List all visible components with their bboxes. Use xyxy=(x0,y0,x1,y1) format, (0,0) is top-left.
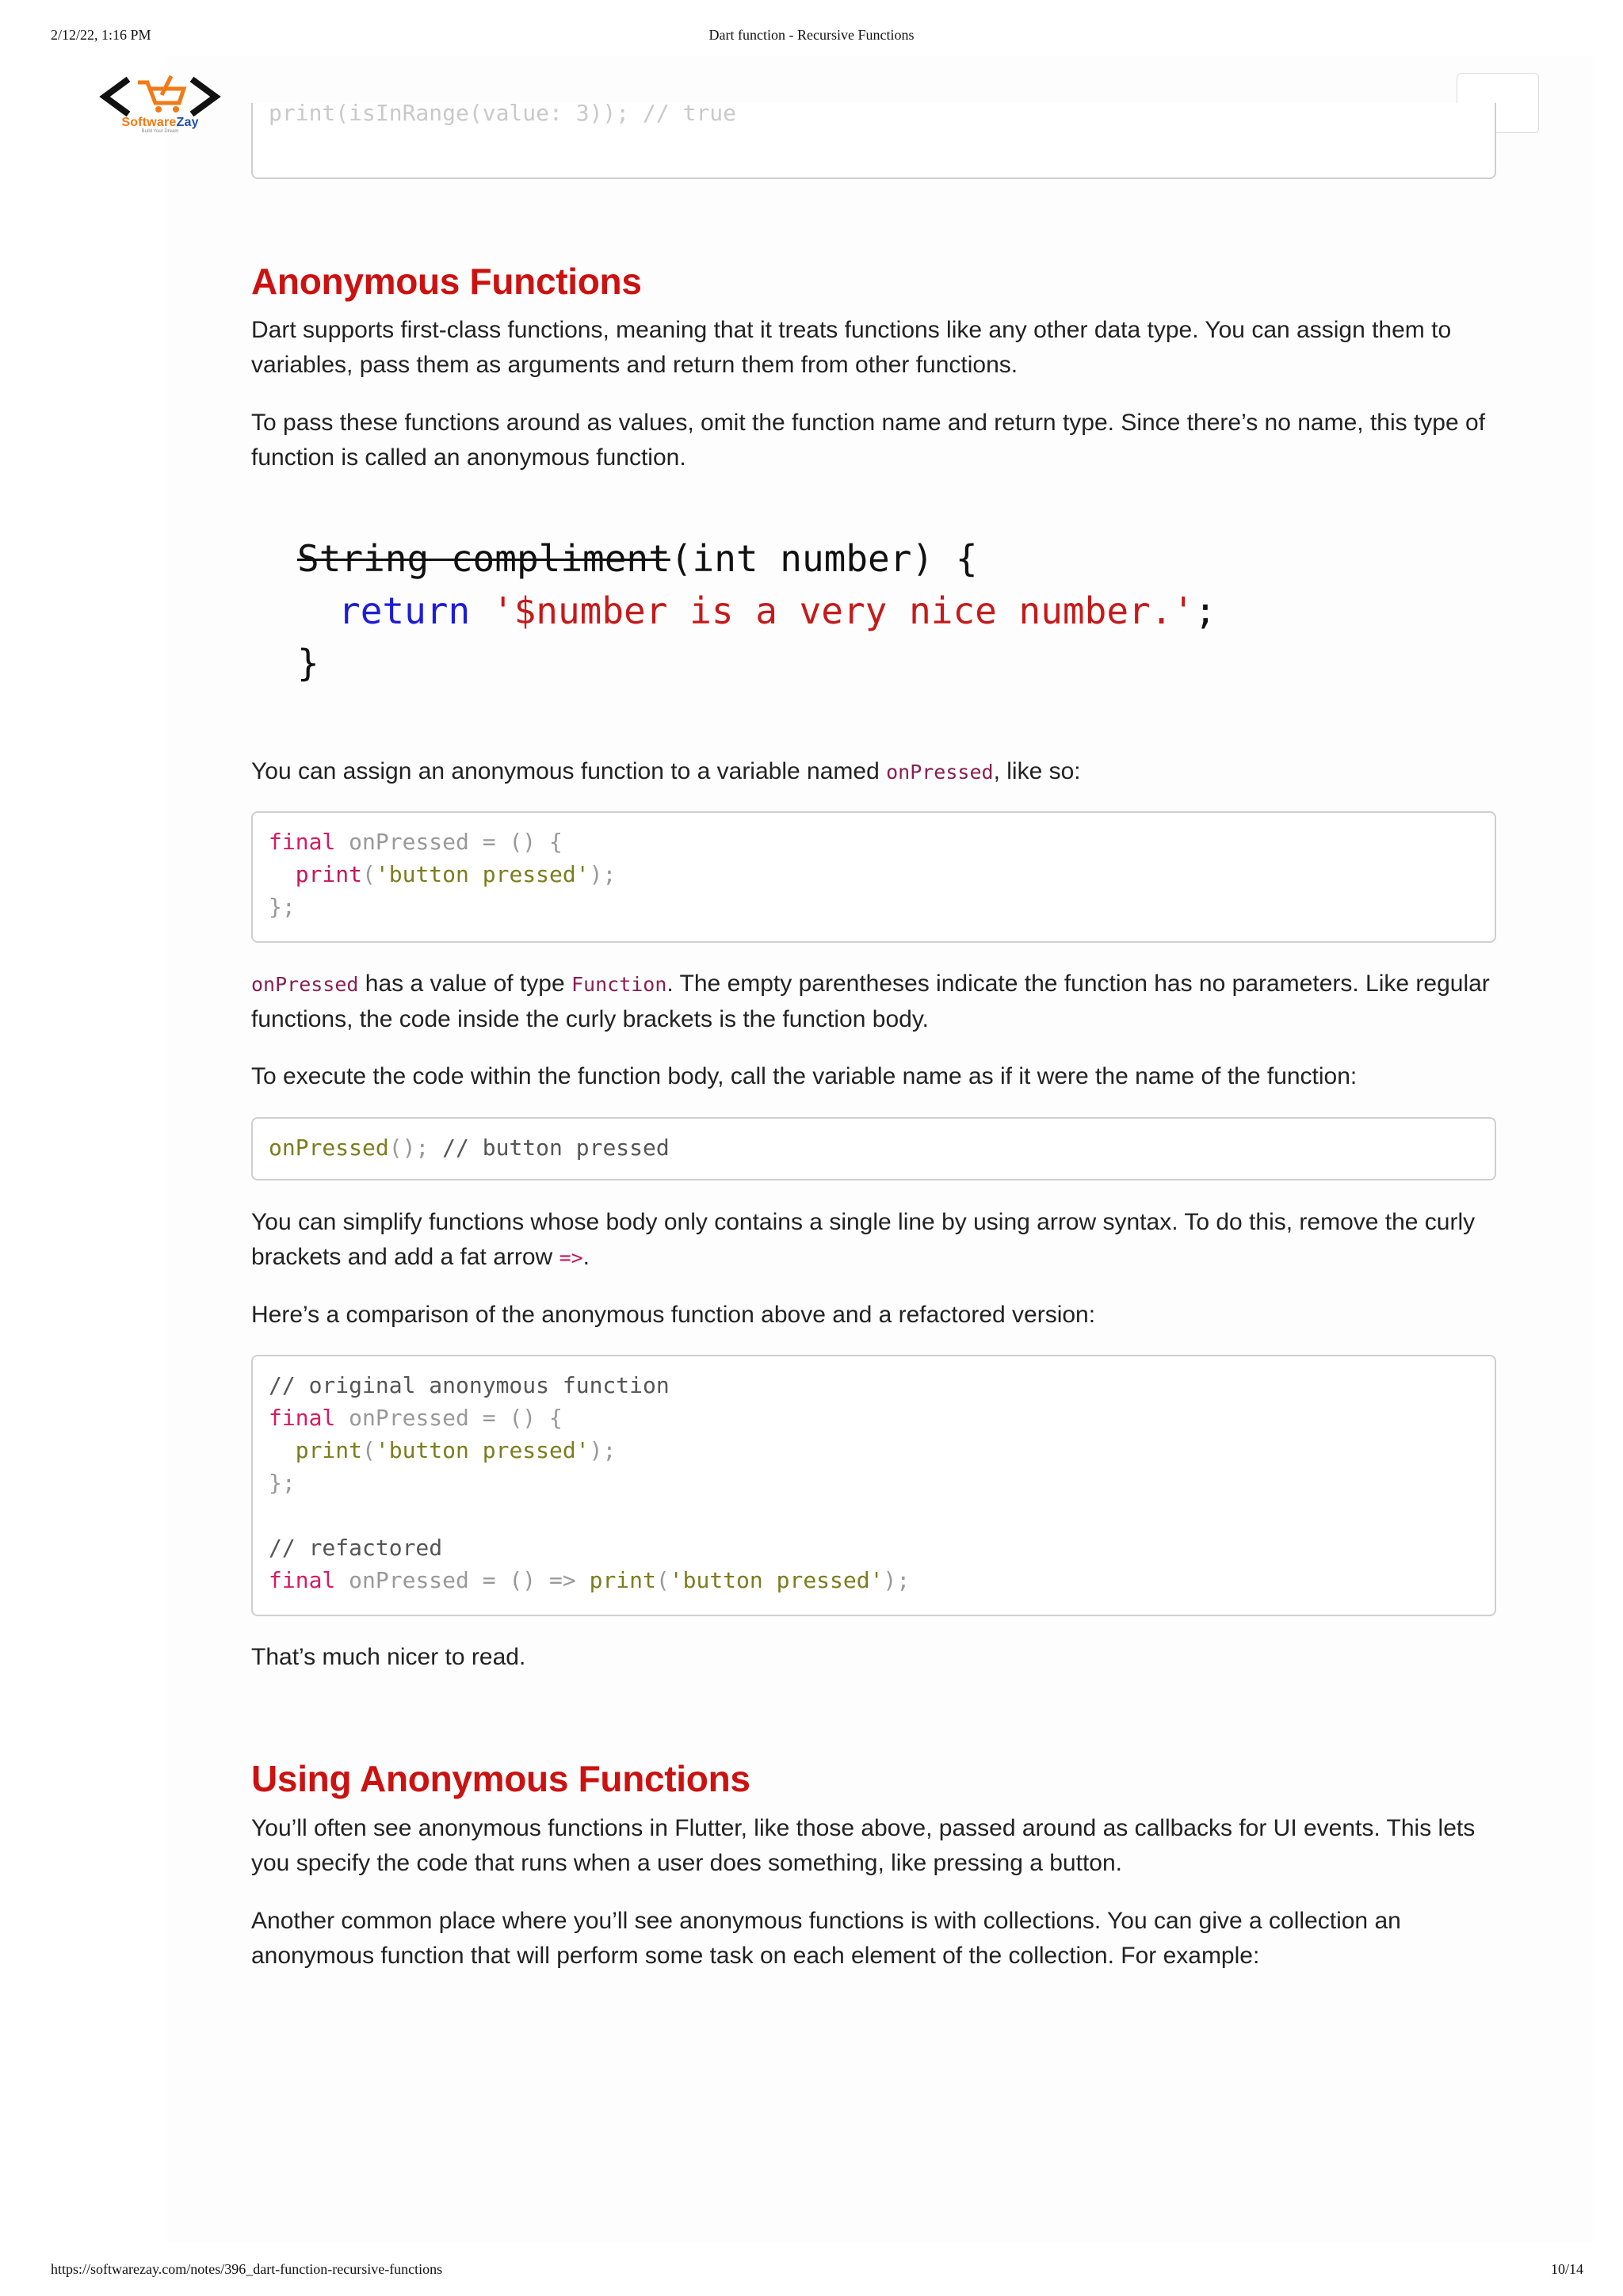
section-heading-using-anonymous-functions: Using Anonymous Functions xyxy=(251,1758,750,1799)
paragraph: You’ll often see anonymous functions in Flutter, like those above, passed around as callbacks for UI events. This lets you specify the code that runs when a user does something, like pressing a button. xyxy=(251,1815,1476,1876)
logo-text: SoftwareZay xyxy=(121,116,199,129)
paragraph: To execute the code within the function body, call the variable name as if it were the name of the function: xyxy=(251,1063,1358,1089)
logo-cart-icon xyxy=(97,70,223,117)
code-comment: // refactored xyxy=(269,1535,443,1561)
code-block-previous xyxy=(251,103,1496,179)
code-block-comparison xyxy=(251,1355,1496,1616)
print-url: https://softwarezay.com/notes/396_dart-function-recursive-functions xyxy=(51,2261,443,2277)
code-line: final onPressed = () { xyxy=(269,1405,563,1431)
paragraph: To pass these functions around as values, omit the function name and return type. Since there’s no name, this type of function is called an anonymous function. xyxy=(251,410,1486,471)
code-line: }; xyxy=(269,894,296,920)
paragraph: That’s much nicer to read. xyxy=(251,1644,526,1670)
paragraph: Another common place where you’ll see anonymous functions is with collections. You can give a collection an anonymous function that will perform some task on each element of the collection. For example: xyxy=(251,1908,1401,1969)
code-line: onPressed(); // button pressed xyxy=(269,1135,670,1161)
code-line: }; xyxy=(269,1470,296,1496)
site-logo[interactable] xyxy=(97,70,223,133)
figure-return-string: '$number is a very nice number.' xyxy=(491,589,1195,632)
paragraph: You can assign an anonymous function to a variable named onPressed, like so: xyxy=(251,758,1081,784)
struck-function-name: String compliment xyxy=(297,537,670,580)
paragraph: Here’s a comparison of the anonymous function above and a refactored version: xyxy=(251,1302,1096,1328)
code-line: print('button pressed'); xyxy=(269,1437,617,1463)
code-blank-line xyxy=(269,1499,1479,1531)
code-block-call xyxy=(251,1117,1496,1180)
print-page-number: 10/14 xyxy=(1550,2261,1583,2277)
paragraph: onPressed has a value of type Function. The empty parentheses indicate the function has no parameters. Like regular functions, the code inside the curly brackets is the function body. xyxy=(251,971,1490,1032)
print-date: 2/12/22, 1:16 PM xyxy=(51,27,151,43)
figure-close-brace: } xyxy=(297,642,319,685)
section-heading-anonymous-functions: Anonymous Functions xyxy=(251,261,642,302)
code-block-onpressed xyxy=(251,811,1496,943)
figure-return-keyword: return xyxy=(338,589,471,632)
code-line: final onPressed = () => print('button pressed'); xyxy=(269,1567,911,1593)
figure-params: (int number) { xyxy=(670,537,978,580)
anonymous-function-figure: String compliment(int number) { return '$number is a very nice number.'; } xyxy=(281,532,1232,691)
code-line: print('button pressed'); xyxy=(269,861,617,887)
paragraph: Dart supports first-class functions, meaning that it treats functions like any other data type. You can assign them to variables, pass them as arguments and return them from other functions. xyxy=(251,317,1452,378)
print-title: Dart function - Recursive Functions xyxy=(708,27,915,43)
code-line: final onPressed = () { xyxy=(269,829,563,855)
code-comment: // original anonymous function xyxy=(269,1372,670,1398)
logo-tagline: Build Your Dream xyxy=(141,129,179,134)
code-line: print(isInRange(value: 3)); // true xyxy=(269,103,737,126)
paragraph: You can simplify functions whose body only contains a single line by using arrow syntax. To do this, remove the curly brackets and add a fat arrow =>. xyxy=(251,1209,1476,1270)
